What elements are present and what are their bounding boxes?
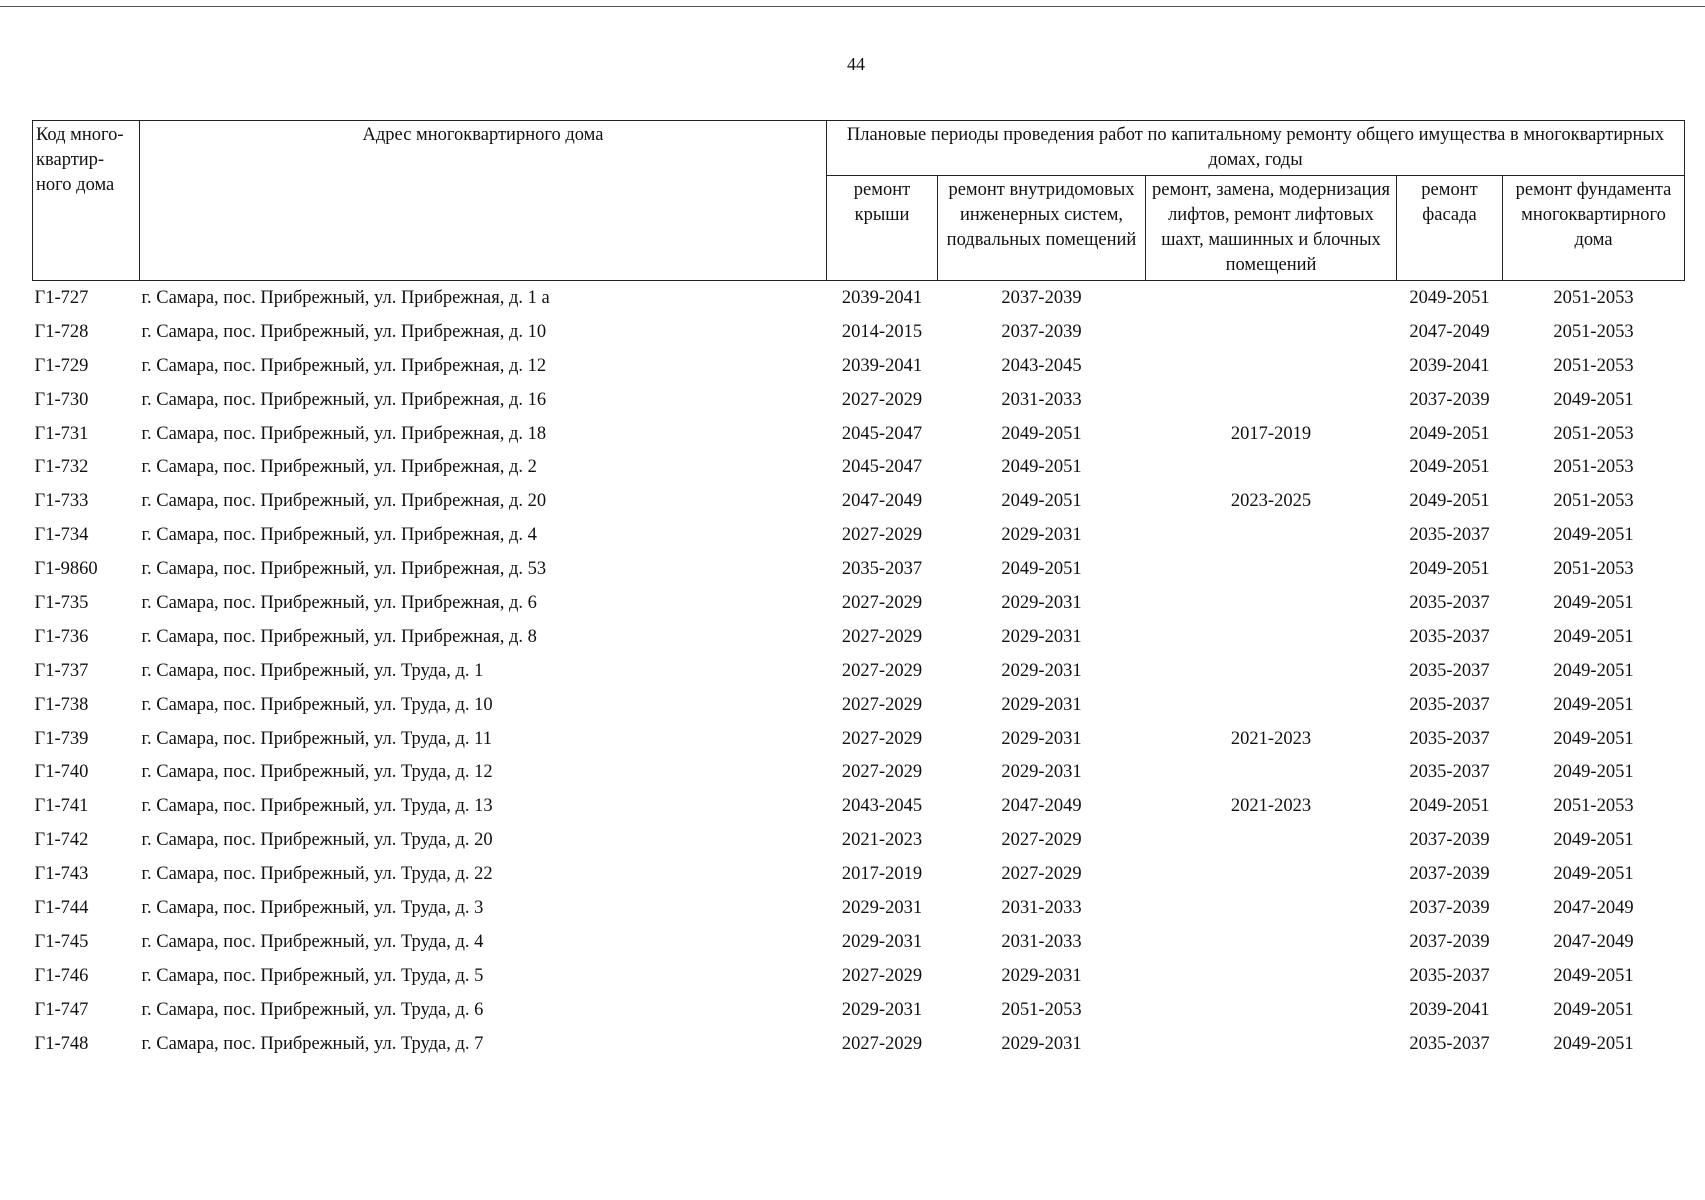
cell-code: Г1-727 <box>34 287 89 308</box>
cell-roof-period: 2027-2029 <box>841 1033 923 1054</box>
cell-address: г. Самара, пос. Прибрежный, ул. Труда, д. 20 <box>141 830 493 851</box>
cell-facade-period: 2037-2039 <box>1409 931 1490 952</box>
table-row <box>33 857 1685 891</box>
cell-facade-period: 2035-2037 <box>1409 592 1490 613</box>
table-row <box>33 925 1685 959</box>
cell-roof-period: 2047-2049 <box>841 491 923 512</box>
cell-address: г. Самара, пос. Прибрежный, ул. Прибрежная, д. 20 <box>141 491 547 512</box>
cell-lifts-period <box>1146 891 1397 925</box>
cell-foundation-period: 2051-2053 <box>1553 321 1634 342</box>
cell-code: Г1-739 <box>34 728 89 749</box>
cell-engineering-period: 2049-2051 <box>1001 457 1082 478</box>
cell-facade-period: 2049-2051 <box>1409 287 1490 308</box>
cell-engineering-period: 2051-2053 <box>1001 999 1082 1020</box>
cell-code: Г1-732 <box>34 457 89 478</box>
cell-facade-period: 2035-2037 <box>1409 728 1490 749</box>
cell-address: г. Самара, пос. Прибрежный, ул. Труда, д. 12 <box>141 762 493 783</box>
cell-roof-period: 2014-2015 <box>841 321 923 342</box>
cell-foundation-period: 2051-2053 <box>1553 423 1634 444</box>
cell-engineering-period: 2031-2033 <box>1001 389 1082 410</box>
cell-lifts-period <box>1146 620 1397 654</box>
cell-roof-period: 2017-2019 <box>841 864 923 885</box>
cell-facade-period: 2035-2037 <box>1409 965 1490 986</box>
table-row <box>33 722 1685 756</box>
cell-code: Г1-729 <box>34 355 89 376</box>
page-number: 44 <box>847 54 865 74</box>
cell-code: Г1-744 <box>34 897 89 918</box>
cell-roof-period: 2027-2029 <box>841 965 923 986</box>
cell-foundation-period: 2051-2053 <box>1553 457 1634 478</box>
header-foundation: ремонт фундамента многоквартирного дома <box>1503 176 1685 281</box>
cell-code: Г1-737 <box>34 660 89 681</box>
cell-foundation-period: 2049-2051 <box>1553 762 1634 783</box>
cell-foundation-period: 2049-2051 <box>1553 965 1634 986</box>
cell-lifts-period <box>1146 281 1397 315</box>
cell-facade-period: 2035-2037 <box>1409 762 1490 783</box>
cell-foundation-period: 2049-2051 <box>1553 592 1634 613</box>
repair-schedule-table <box>32 120 1685 1060</box>
cell-foundation-period: 2049-2051 <box>1553 660 1634 681</box>
cell-lifts-period <box>1146 823 1397 857</box>
cell-facade-period: 2047-2049 <box>1409 321 1490 342</box>
cell-roof-period: 2027-2029 <box>841 525 923 546</box>
table-row <box>33 417 1685 451</box>
cell-address: г. Самара, пос. Прибрежный, ул. Прибрежная, д. 53 <box>141 559 547 580</box>
cell-facade-period: 2035-2037 <box>1409 660 1490 681</box>
cell-lifts-period <box>1146 959 1397 993</box>
cell-lifts-period <box>1146 654 1397 688</box>
cell-lifts-period <box>1146 925 1397 959</box>
cell-lifts-period <box>1146 993 1397 1027</box>
cell-lifts-period <box>1146 857 1397 891</box>
cell-facade-period: 2039-2041 <box>1409 355 1490 376</box>
table-row <box>33 518 1685 552</box>
cell-foundation-period: 2051-2053 <box>1553 796 1634 817</box>
cell-address: г. Самара, пос. Прибрежный, ул. Прибрежная, д. 1 а <box>141 287 550 308</box>
cell-roof-period: 2027-2029 <box>841 694 923 715</box>
cell-facade-period: 2035-2037 <box>1409 626 1490 647</box>
cell-engineering-period: 2049-2051 <box>1001 423 1082 444</box>
cell-lifts-period <box>1146 315 1397 349</box>
cell-roof-period: 2029-2031 <box>841 897 923 918</box>
cell-facade-period: 2049-2051 <box>1409 423 1490 444</box>
cell-roof-period: 2027-2029 <box>841 592 923 613</box>
cell-address: г. Самара, пос. Прибрежный, ул. Труда, д. 13 <box>141 796 493 817</box>
cell-foundation-period: 2047-2049 <box>1553 931 1634 952</box>
cell-foundation-period: 2049-2051 <box>1553 1033 1634 1054</box>
cell-address: г. Самара, пос. Прибрежный, ул. Прибрежная, д. 12 <box>141 355 547 376</box>
header-address: Адрес многоквартирного дома <box>140 121 827 281</box>
cell-lifts-period <box>1146 586 1397 620</box>
cell-lifts-period: 2023-2025 <box>1230 491 1312 512</box>
cell-code: Г1-740 <box>34 762 89 783</box>
cell-lifts-period <box>1146 450 1397 484</box>
table-row <box>33 654 1685 688</box>
cell-foundation-period: 2051-2053 <box>1553 287 1634 308</box>
cell-address: г. Самара, пос. Прибрежный, ул. Прибрежная, д. 4 <box>141 525 537 546</box>
cell-foundation-period: 2051-2053 <box>1553 355 1634 376</box>
table-row <box>33 789 1685 823</box>
cell-lifts-period <box>1146 688 1397 722</box>
table-row <box>33 450 1685 484</box>
header-lifts: ремонт, замена, модернизация лифтов, ремонт лифтовых шахт, машинных и блочных помещений <box>1146 176 1397 281</box>
cell-roof-period: 2027-2029 <box>841 389 923 410</box>
cell-roof-period: 2045-2047 <box>841 423 923 444</box>
cell-engineering-period: 2029-2031 <box>1001 626 1082 647</box>
table-row <box>33 993 1685 1027</box>
cell-facade-period: 2037-2039 <box>1409 864 1490 885</box>
cell-engineering-period: 2031-2033 <box>1001 931 1082 952</box>
cell-roof-period: 2045-2047 <box>841 457 923 478</box>
table-row <box>33 823 1685 857</box>
table-row <box>33 552 1685 586</box>
header-roof: ремонт крыши <box>827 176 938 281</box>
cell-roof-period: 2027-2029 <box>841 660 923 681</box>
table-row <box>33 383 1685 417</box>
cell-facade-period: 2049-2051 <box>1409 796 1490 817</box>
header-planned-periods: Плановые периоды проведения работ по капитальному ремонту общего имущества в многоквартирных домах, годы <box>827 121 1685 176</box>
cell-lifts-period <box>1146 755 1397 789</box>
cell-roof-period: 2027-2029 <box>841 728 923 749</box>
table-row <box>33 349 1685 383</box>
cell-foundation-period: 2049-2051 <box>1553 694 1634 715</box>
cell-code: Г1-746 <box>34 965 89 986</box>
header-row-top <box>33 121 1685 176</box>
cell-lifts-period <box>1146 552 1397 586</box>
header-engineering: ремонт внутридомовых инженерных систем, подвальных помещений <box>938 176 1146 281</box>
cell-roof-period: 2021-2023 <box>841 830 923 851</box>
cell-address: г. Самара, пос. Прибрежный, ул. Прибрежная, д. 16 <box>141 389 547 410</box>
table-header <box>33 121 1685 281</box>
cell-roof-period: 2039-2041 <box>841 355 923 376</box>
table-row <box>33 755 1685 789</box>
cell-roof-period: 2027-2029 <box>841 626 923 647</box>
cell-engineering-period: 2029-2031 <box>1001 965 1082 986</box>
cell-lifts-period <box>1146 1027 1397 1061</box>
cell-engineering-period: 2029-2031 <box>1001 525 1082 546</box>
cell-foundation-period: 2051-2053 <box>1553 559 1634 580</box>
cell-code: Г1-748 <box>34 1033 89 1054</box>
cell-facade-period: 2037-2039 <box>1409 897 1490 918</box>
cell-roof-period: 2029-2031 <box>841 931 923 952</box>
cell-address: г. Самара, пос. Прибрежный, ул. Труда, д. 7 <box>141 1033 484 1054</box>
cell-facade-period: 2049-2051 <box>1409 457 1490 478</box>
cell-code: Г1-734 <box>34 525 89 546</box>
table-row <box>33 484 1685 518</box>
cell-engineering-period: 2029-2031 <box>1001 694 1082 715</box>
cell-roof-period: 2029-2031 <box>841 999 923 1020</box>
cell-lifts-period <box>1146 349 1397 383</box>
cell-engineering-period: 2029-2031 <box>1001 728 1082 749</box>
cell-roof-period: 2035-2037 <box>841 559 923 580</box>
cell-foundation-period: 2051-2053 <box>1553 491 1634 512</box>
cell-facade-period: 2037-2039 <box>1409 830 1490 851</box>
cell-foundation-period: 2049-2051 <box>1553 830 1634 851</box>
cell-engineering-period: 2029-2031 <box>1001 1033 1082 1054</box>
cell-lifts-period <box>1146 518 1397 552</box>
cell-facade-period: 2049-2051 <box>1409 491 1490 512</box>
cell-address: г. Самара, пос. Прибрежный, ул. Прибрежная, д. 8 <box>141 626 537 647</box>
cell-foundation-period: 2049-2051 <box>1553 389 1634 410</box>
cell-code: Г1-731 <box>34 423 89 444</box>
cell-facade-period: 2035-2037 <box>1409 525 1490 546</box>
cell-facade-period: 2035-2037 <box>1409 694 1490 715</box>
cell-roof-period: 2039-2041 <box>841 287 923 308</box>
cell-address: г. Самара, пос. Прибрежный, ул. Прибрежная, д. 6 <box>141 592 537 613</box>
cell-address: г. Самара, пос. Прибрежный, ул. Прибрежная, д. 2 <box>141 457 537 478</box>
table-row <box>33 315 1685 349</box>
table-row <box>33 891 1685 925</box>
cell-engineering-period: 2049-2051 <box>1001 559 1082 580</box>
cell-engineering-period: 2027-2029 <box>1001 864 1082 885</box>
cell-foundation-period: 2049-2051 <box>1553 728 1634 749</box>
cell-facade-period: 2037-2039 <box>1409 389 1490 410</box>
cell-code: Г1-741 <box>34 796 89 817</box>
cell-facade-period: 2039-2041 <box>1409 999 1490 1020</box>
cell-address: г. Самара, пос. Прибрежный, ул. Труда, д. 10 <box>141 694 493 715</box>
cell-roof-period: 2043-2045 <box>841 796 923 817</box>
cell-address: г. Самара, пос. Прибрежный, ул. Прибрежная, д. 18 <box>141 423 547 444</box>
header-code: Код много-квартир-ного дома <box>33 121 140 281</box>
cell-code: Г1-747 <box>34 999 89 1020</box>
cell-lifts-period: 2017-2019 <box>1230 423 1312 444</box>
cell-foundation-period: 2049-2051 <box>1553 864 1634 885</box>
cell-facade-period: 2049-2051 <box>1409 559 1490 580</box>
cell-code: Г1-733 <box>34 491 89 512</box>
cell-address: г. Самара, пос. Прибрежный, ул. Труда, д. 1 <box>141 660 484 681</box>
cell-address: г. Самара, пос. Прибрежный, ул. Труда, д. 4 <box>141 931 484 952</box>
cell-engineering-period: 2043-2045 <box>1001 355 1082 376</box>
cell-code: Г1-736 <box>34 626 89 647</box>
cell-code: Г1-728 <box>34 321 89 342</box>
table-row <box>33 281 1685 315</box>
cell-address: г. Самара, пос. Прибрежный, ул. Труда, д. 3 <box>141 897 484 918</box>
cell-engineering-period: 2031-2033 <box>1001 897 1082 918</box>
cell-code: Г1-745 <box>34 931 89 952</box>
cell-engineering-period: 2029-2031 <box>1001 762 1082 783</box>
cell-foundation-period: 2049-2051 <box>1553 525 1634 546</box>
cell-code: Г1-743 <box>34 864 89 885</box>
cell-address: г. Самара, пос. Прибрежный, ул. Прибрежная, д. 10 <box>141 321 547 342</box>
cell-address: г. Самара, пос. Прибрежный, ул. Труда, д. 11 <box>141 728 492 749</box>
cell-address: г. Самара, пос. Прибрежный, ул. Труда, д. 6 <box>141 999 484 1020</box>
cell-engineering-period: 2047-2049 <box>1001 796 1082 817</box>
cell-engineering-period: 2029-2031 <box>1001 592 1082 613</box>
cell-foundation-period: 2047-2049 <box>1553 897 1634 918</box>
cell-code: Г1-730 <box>34 389 89 410</box>
cell-foundation-period: 2049-2051 <box>1553 626 1634 647</box>
cell-lifts-period <box>1146 383 1397 417</box>
table-body <box>33 281 1685 1061</box>
table-row <box>33 586 1685 620</box>
cell-engineering-period: 2037-2039 <box>1001 321 1082 342</box>
cell-code: Г1-742 <box>34 830 89 851</box>
cell-facade-period: 2035-2037 <box>1409 1033 1490 1054</box>
cell-lifts-period: 2021-2023 <box>1230 796 1312 817</box>
cell-engineering-period: 2029-2031 <box>1001 660 1082 681</box>
cell-code: Г1-735 <box>34 592 89 613</box>
cell-code: Г1-738 <box>34 694 89 715</box>
table-row <box>33 688 1685 722</box>
cell-roof-period: 2027-2029 <box>841 762 923 783</box>
cell-engineering-period: 2049-2051 <box>1001 491 1082 512</box>
cell-engineering-period: 2027-2029 <box>1001 830 1082 851</box>
table-row <box>33 959 1685 993</box>
header-facade: ремонт фасада <box>1397 176 1503 281</box>
top-rule <box>0 6 1705 7</box>
table-row <box>33 1027 1685 1061</box>
table-row <box>33 620 1685 654</box>
cell-engineering-period: 2037-2039 <box>1001 287 1082 308</box>
cell-address: г. Самара, пос. Прибрежный, ул. Труда, д. 22 <box>141 864 493 885</box>
cell-address: г. Самара, пос. Прибрежный, ул. Труда, д. 5 <box>141 965 484 986</box>
cell-code: Г1-9860 <box>34 559 98 580</box>
cell-foundation-period: 2049-2051 <box>1553 999 1634 1020</box>
cell-lifts-period: 2021-2023 <box>1230 728 1312 749</box>
